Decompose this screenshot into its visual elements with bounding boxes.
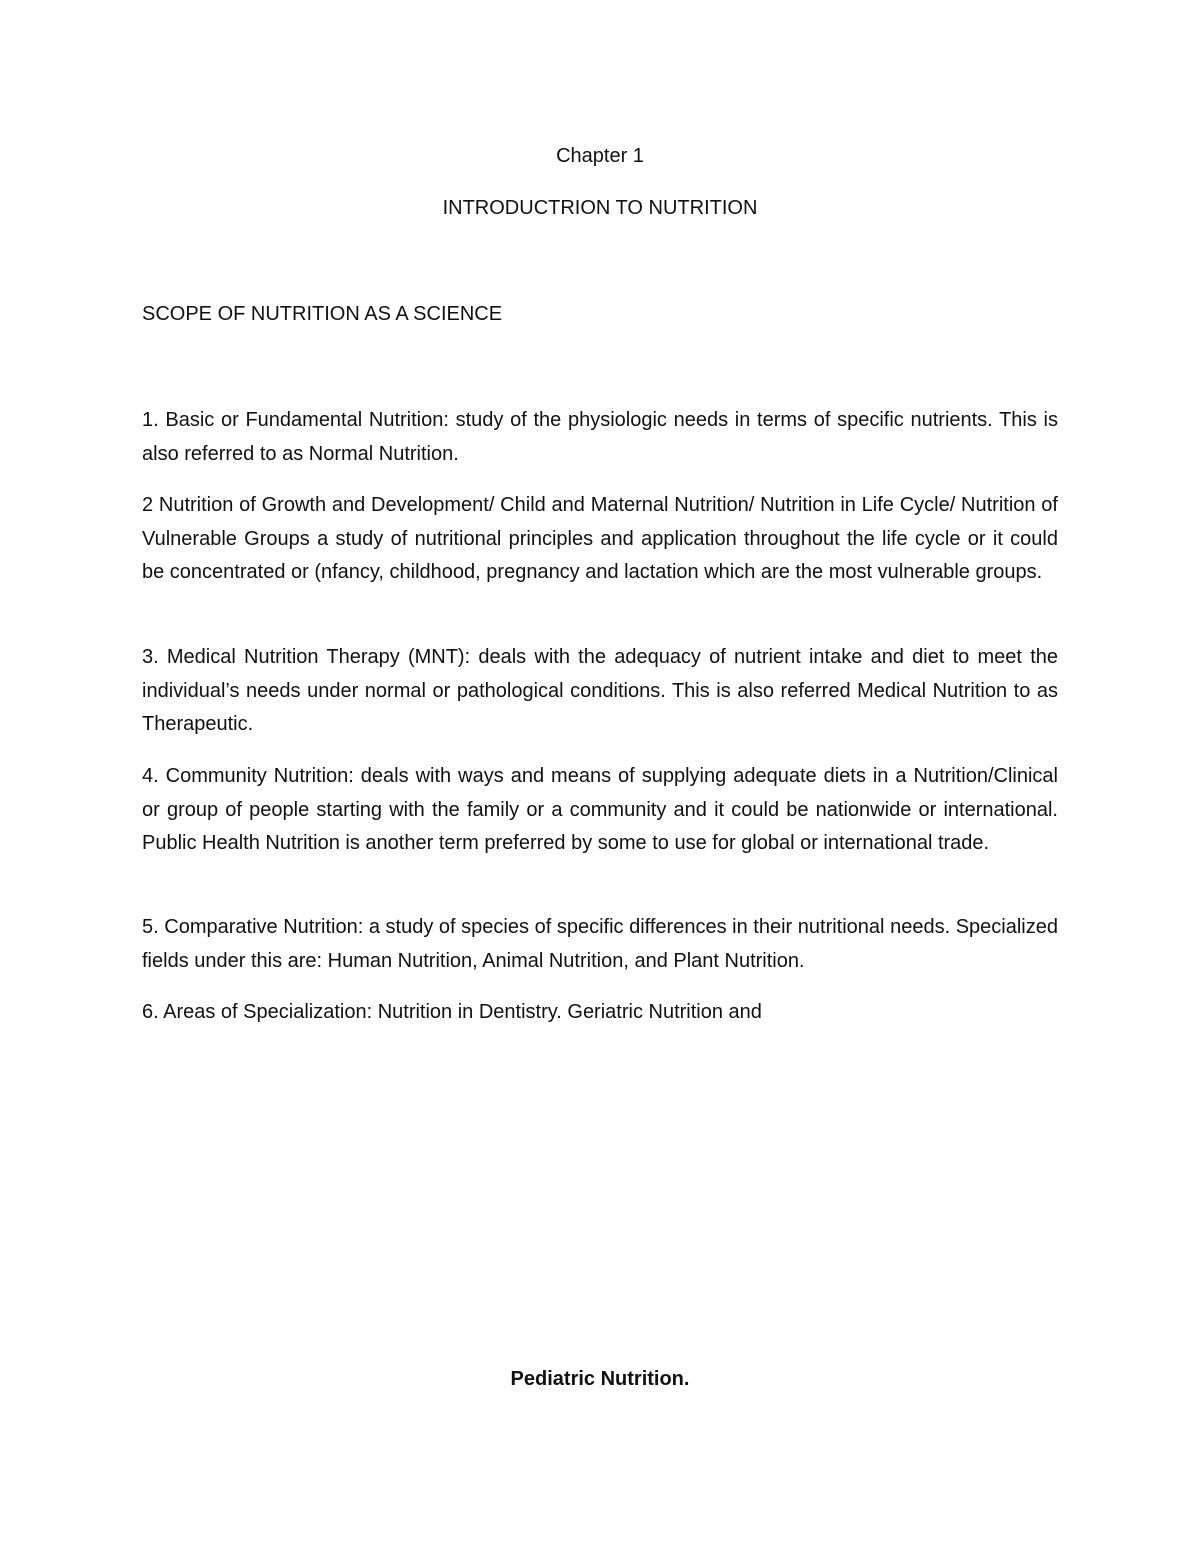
paragraph-comparative-nutrition: 5. Comparative Nutrition: a study of species of specific differences in their nutritional needs. Specialized fields under this are: Human Nutrition, Animal Nutrition, and Plant Nutrition. (142, 916, 1058, 972)
paragraph-growth-development: 2 Nutrition of Growth and Development/ Child and Maternal Nutrition/ Nutrition in Life Cycle/ Nutrition of Vulnerable Groups a study of nutritional principles and application throughout the life cycle or it could be concentrated or (nfancy, childhood, pregnancy and lactation which are the most vulnerable groups. (142, 494, 1058, 583)
paragraph-areas-of-specialization: 6. Areas of Specialization: Nutrition in Dentistry. Geriatric Nutrition and (142, 1001, 762, 1023)
paragraph-community-nutrition: 4. Community Nutrition: deals with ways and means of supplying adequate diets in a Nutrition/Clinical or group of people starting with the family or a community and it could be nationwide or international. Public Health Nutrition is another term preferred by some to use for global or international trade. (142, 765, 1058, 854)
paragraph-basic-nutrition: 1. Basic or Fundamental Nutrition: study of the physiologic needs in terms of specific nutrients. This is also referred to as Normal Nutrition. (142, 409, 1058, 465)
section-heading: SCOPE OF NUTRITION AS A SCIENCE (142, 303, 503, 325)
continued-footer-text: Pediatric Nutrition. (510, 1368, 690, 1390)
chapter-title: INTRODUCTRION TO NUTRITION (442, 197, 758, 219)
paragraph-medical-nutrition-therapy: 3. Medical Nutrition Therapy (MNT): deals with the adequacy of nutrient intake and diet to meet the individual’s needs under normal or pathological conditions. This is also referred Medical Nutrition to as Therapeutic. (142, 646, 1058, 735)
chapter-label: Chapter 1 (556, 145, 644, 167)
